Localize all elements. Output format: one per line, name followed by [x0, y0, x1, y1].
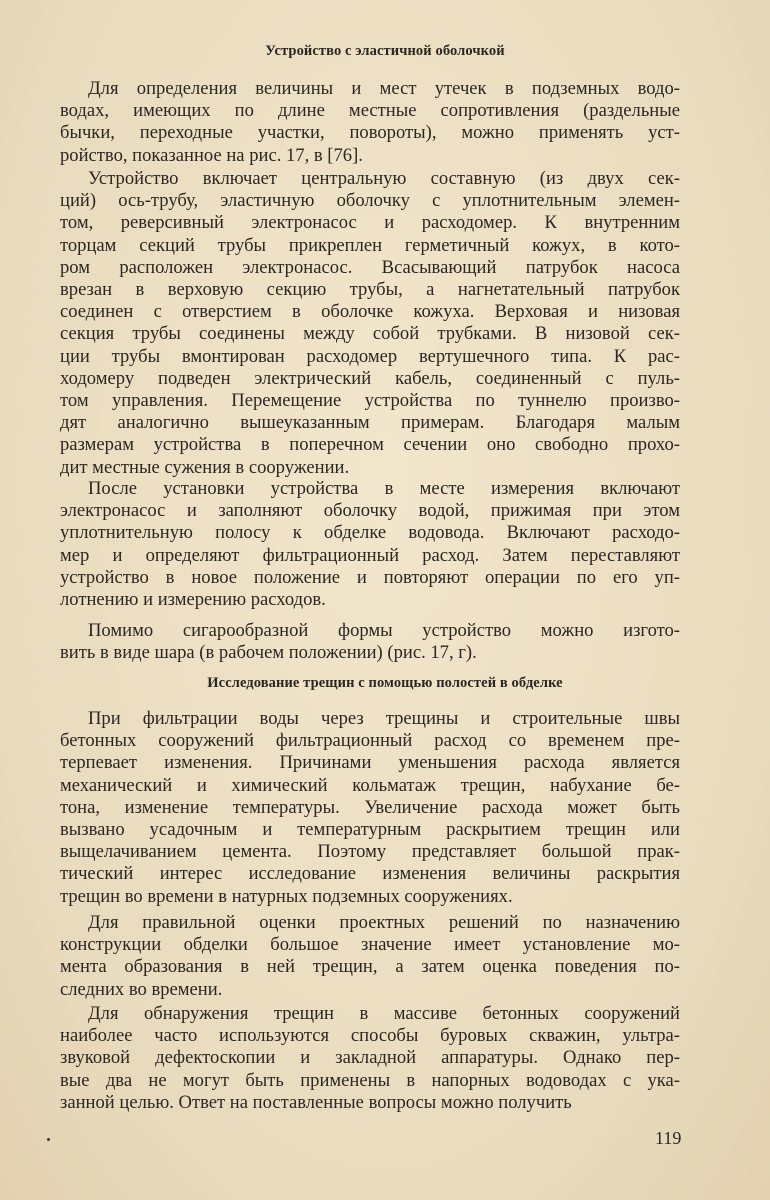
text-line: размерам устройства в поперечном сечении оно свободно прохо- — [60, 434, 680, 456]
page-number: 119 — [655, 1128, 682, 1148]
text-line: ройство, показанное на рис. 17, в [76]. — [60, 144, 363, 166]
text-line: ций) ось-трубу, эластичную оболочку с уплотнительным элемен- — [60, 190, 680, 212]
text-line: Устройство включает центральную составную (из двух сек- — [88, 168, 680, 189]
text-line: ции трубы вмонтирован расходомер вертушечного типа. К рас- — [60, 345, 680, 367]
text-line: вызвано усадочным и температурным раскрытием трещин или — [60, 819, 680, 841]
text-line: наиболее часто используются способы буровых скважин, ультра- — [60, 1025, 680, 1047]
text-line: устройство в новое положение и повторяют операции по его уп- — [60, 566, 680, 588]
paragraph — [60, 620, 680, 664]
text-line: занной целью. Ответ на поставленные вопросы можно получить — [60, 1091, 572, 1113]
text-line: звуковой дефектоскопии и закладной аппаратуры. Однако пер- — [60, 1047, 680, 1069]
paragraph — [60, 1003, 680, 1114]
text-line: Помимо сигарообразной формы устройство можно изгото- — [88, 620, 680, 641]
text-line: При фильтрации воды через трещины и строительные швы — [88, 708, 680, 729]
text-line: выщелачиванием цемента. Поэтому представляет большой прак- — [60, 841, 680, 863]
paragraph — [60, 168, 680, 479]
text-line: том, реверсивный электронасос и расходомер. К внутренним — [60, 212, 680, 234]
text-line: трещин во времени в натурных подземных сооружениях. — [60, 885, 513, 907]
paragraph — [60, 708, 680, 908]
text-line: Для правильной оценки проектных решений по назначению — [88, 912, 680, 933]
text-line: лотнению и измерению расходов. — [60, 589, 326, 611]
paragraph — [60, 78, 680, 167]
text-line: бетонных сооружений фильтрационный расход со временем пре- — [60, 730, 680, 752]
text-line: мента образования в ней трещин, а затем оценка поведения по- — [60, 956, 680, 978]
print-speck — [47, 1138, 50, 1141]
text-line: дит местные сужения в сооружении. — [60, 456, 350, 478]
text-line: терпевает изменения. Причинами уменьшения расхода является — [60, 752, 680, 774]
section-heading-crack-study: Исследование трещин с помощью полостей в обделке — [207, 675, 563, 691]
text-line: ходомеру подведен электрический кабель, соединенный с пуль- — [60, 367, 680, 389]
text-line: вые два не могут быть применены в напорных водоводах с ука- — [60, 1069, 680, 1091]
text-line: том управления. Перемещение устройства по туннелю произво- — [60, 390, 680, 412]
text-line: мер и определяют фильтрационный расход. Затем переставляют — [60, 544, 680, 566]
text-line: следних во времени. — [60, 978, 223, 1000]
paragraph — [60, 912, 680, 1001]
text-line: бычки, переходные участки, повороты), можно применять уст- — [60, 122, 680, 144]
text-line: дят аналогично вышеуказанным примерам. Благодаря малым — [60, 412, 680, 434]
text-line: После установки устройства в месте измерения включают — [88, 478, 680, 499]
text-line: Для определения величины и мест утечек в подземных водо- — [88, 78, 680, 99]
text-line: торцам секций трубы прикреплен герметичный кожух, в кото- — [60, 234, 680, 256]
text-line: тический интерес исследование изменения величины раскрытия — [60, 863, 680, 885]
paragraph — [60, 478, 680, 611]
text-line: Для обнаружения трещин в массиве бетонных сооружений — [88, 1003, 680, 1024]
text-line: секция трубы соединены между собой трубками. В низовой сек- — [60, 323, 680, 345]
text-line: вить в виде шара (в рабочем положении) (рис. 17, г). — [60, 642, 477, 664]
text-line: тона, изменение температуры. Увеличение расхода может быть — [60, 796, 680, 818]
text-line: соединен с отверстием в оболочке кожуха. Верховая и низовая — [60, 301, 680, 323]
text-line: водах, имеющих по длине местные сопротивления (раздельные — [60, 100, 680, 122]
text-line: механический и химический кольматаж трещин, набухание бе- — [60, 774, 680, 796]
text-line: конструкции обделки большое значение имеет установление мо- — [60, 934, 680, 956]
section-heading-elastic-shell: Устройство с эластичной оболочкой — [265, 43, 505, 59]
text-line: врезан в верховую секцию трубы, а нагнетательный патрубок — [60, 279, 680, 301]
text-line: ром расположен электронасос. Всасывающий патрубок насоса — [60, 256, 680, 278]
text-line: уплотнительную полосу к обделке водовода. Включают расходо- — [60, 522, 680, 544]
text-line: электронасос и заполняют оболочку водой, прижимая при этом — [60, 500, 680, 522]
